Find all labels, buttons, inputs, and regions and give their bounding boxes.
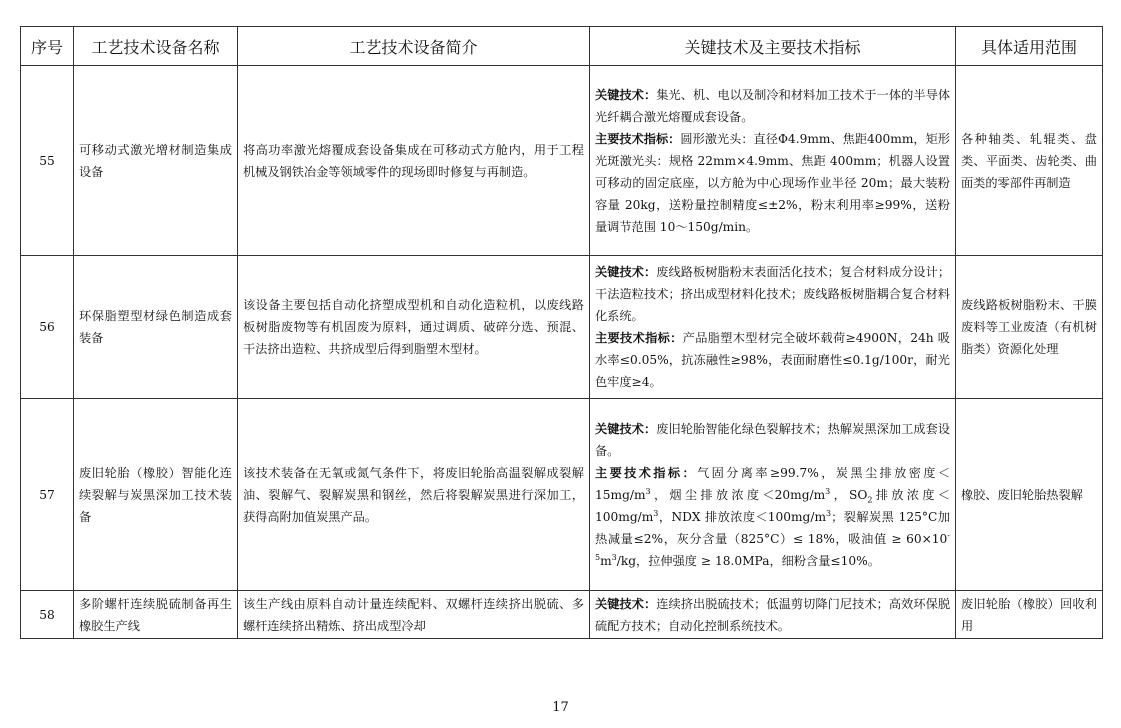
header-scope: 具体适用范围 xyxy=(956,27,1103,66)
key-tech-label: 关键技术： xyxy=(595,421,657,436)
equipment-name: 多阶螺杆连续脱硫制备再生橡胶生产线 xyxy=(74,591,238,639)
key-tech-text: 废线路板树脂粉末表面活化技术；复合材料成分设计；干法造粒技术；挤出成型材料化技术；废线路板树脂耦合复合材料化系统。 xyxy=(595,265,951,323)
equipment-intro: 该生产线由原料自动计量连续配料、双螺杆连续挤出脱硫、多螺杆连续挤出精炼、挤出成型冷却 xyxy=(238,591,590,639)
superscript: 3 xyxy=(611,552,617,562)
main-indicators-label: 主要技术指标： xyxy=(595,331,683,345)
superscript: -5 xyxy=(595,530,950,562)
key-tech-label: 关键技术： xyxy=(595,87,657,102)
key-technology-cell xyxy=(590,256,956,399)
row-number: 57 xyxy=(21,399,74,591)
table-row xyxy=(21,591,1103,639)
scope: 橡胶、废旧轮胎热裂解 xyxy=(956,399,1103,591)
table-row xyxy=(21,256,1103,399)
row-number: 55 xyxy=(21,66,74,256)
header-serial-number: 序号 xyxy=(21,27,74,66)
header-equipment-name: 工艺技术设备名称 xyxy=(74,27,238,66)
superscript: 3 xyxy=(825,486,831,496)
superscript: 3 xyxy=(653,508,659,518)
main-indicators-part: 排放浓度＜100mg/m xyxy=(595,487,950,524)
table-row xyxy=(21,66,1103,256)
main-indicators-part: ，SO xyxy=(830,487,868,502)
equipment-intro: 该设备主要包括自动化挤塑成型机和自动化造粒机，以废线路板树脂废物等有机固废为原料，通过调质、破碎分选、预混、干法挤出造粒、共挤成型后得到脂塑木型材。 xyxy=(238,256,590,399)
row-number: 58 xyxy=(21,591,74,639)
process-equipment-table xyxy=(20,26,1103,639)
main-indicators-part: ，NDX 排放浓度＜100mg/m xyxy=(658,509,826,524)
key-tech-text: 连续挤出脱硫技术；低温剪切降门尼技术；高效环保脱硫配方技术；自动化控制系统技术。 xyxy=(595,596,951,633)
key-tech-text: 废旧轮胎智能化绿色裂解技术；热解炭黑深加工成套设备。 xyxy=(595,421,951,458)
main-indicators-part: ；裂解炭黑 125°C加热减量≤2%，灰分含量（825°C）≤ 18%，吸油值 ≥ 60×10 xyxy=(595,509,950,546)
scope: 废线路板树脂粉末、干膜废料等工业废渣（有机树脂类）资源化处理 xyxy=(956,256,1103,399)
main-indicators-label: 主要技术指标： xyxy=(595,465,698,480)
key-technology-cell xyxy=(590,66,956,256)
main-indicators-label: 主要技术指标： xyxy=(595,131,681,146)
main-indicators-part: m xyxy=(600,553,612,568)
key-technology-cell xyxy=(590,591,956,639)
equipment-name: 可移动式激光增材制造集成设备 xyxy=(74,66,238,256)
main-indicators-text: 圆形激光头：直径Φ4.9mm、焦距400mm，矩形光斑激光头：规格 22mm×4.9mm、焦距 400mm；机器人设置可移动的固定底座，以方舱为中心现场作业半径 20m；最大装粉容量 20kg，送粉量控制精度≤±2%，粉末利用率≥99%，送粉量调节范围 10～150g/min。 xyxy=(595,131,950,234)
scope: 废旧轮胎（橡胶）回收利用 xyxy=(956,591,1103,639)
equipment-name: 废旧轮胎（橡胶）智能化连续裂解与炭黑深加工技术装备 xyxy=(74,399,238,591)
table-header-row xyxy=(21,27,1103,66)
header-key-technology: 关键技术及主要技术指标 xyxy=(590,27,956,66)
equipment-name: 环保脂塑型材绿色制造成套装备 xyxy=(74,256,238,399)
key-tech-label: 关键技术： xyxy=(595,265,657,279)
main-indicators-part: /kg，拉伸强度 ≥ 18.0MPa，细粉含量≤10%。 xyxy=(616,553,880,568)
equipment-intro: 将高功率激光熔覆成套设备集成在可移动式方舱内，用于工程机械及钢铁冶金等领域零件的现场即时修复与再制造。 xyxy=(238,66,590,256)
key-tech-text: 集光、机、电以及制冷和材料加工技术于一体的半导体光纤耦合激光熔覆成套设备。 xyxy=(595,87,951,124)
superscript: 3 xyxy=(826,508,832,518)
main-indicators-part: ，烟尘排放浓度＜20mg/m xyxy=(650,487,826,502)
superscript: 3 xyxy=(645,486,651,496)
row-number: 56 xyxy=(21,256,74,399)
header-equipment-intro: 工艺技术设备简介 xyxy=(238,27,590,66)
scope: 各种轴类、轧辊类、盘类、平面类、齿轮类、曲面类的零部件再制造 xyxy=(956,66,1103,256)
main-indicators-part: 气固分离率≥99.7%，炭黑尘排放密度＜15mg/m xyxy=(595,465,951,502)
main-indicators-text: 产品脂塑木型材完全破坏载荷≥4900N，24h 吸水率≤0.05%，抗冻融性≥98%，表面耐磨性≤0.1g/100r，耐光色牢度≥4。 xyxy=(595,331,950,389)
subscript: 2 xyxy=(867,494,873,504)
key-tech-label: 关键技术： xyxy=(595,596,657,611)
page-number: 17 xyxy=(552,700,569,715)
table-row xyxy=(21,399,1103,591)
equipment-intro: 该技术装备在无氧或氮气条件下，将废旧轮胎高温裂解成裂解油、裂解气、裂解炭黑和钢丝，然后将裂解炭黑进行深加工，获得高附加值炭黑产品。 xyxy=(238,399,590,591)
key-technology-cell xyxy=(590,399,956,591)
